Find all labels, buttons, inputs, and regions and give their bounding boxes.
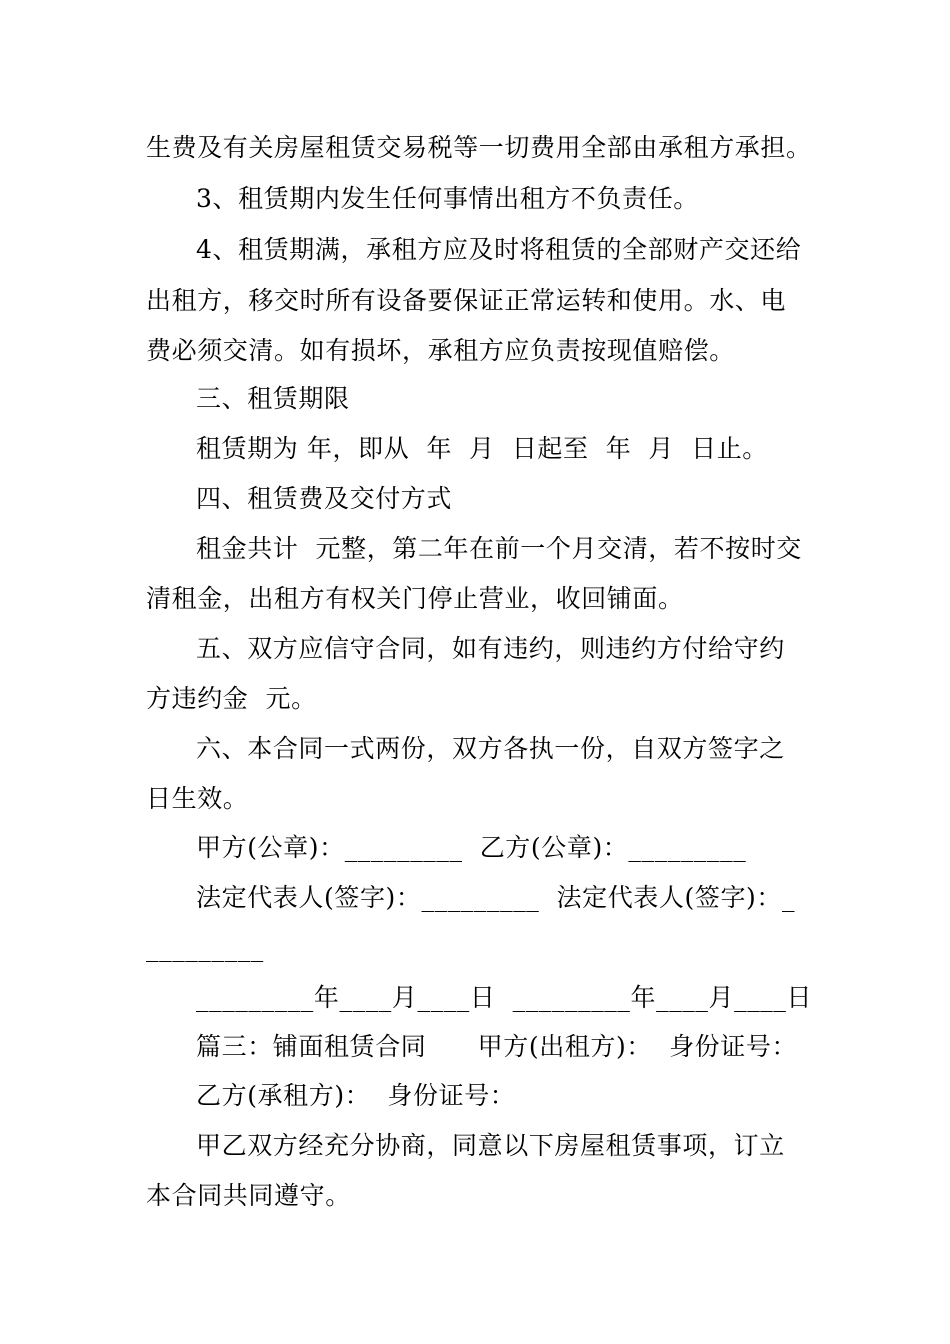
section-heading: 四、租赁费及交付方式: [196, 484, 453, 513]
paragraph-line: 出租方，移交时所有设备要保证正常运转和使用。水、电: [146, 286, 787, 315]
paragraph-line: 生费及有关房屋租赁交易税等一切费用全部由承租方承担。: [146, 133, 812, 162]
paragraph-line: 本合同共同遵守。: [146, 1181, 351, 1210]
paragraph-line: 3、租赁期内发生任何事情出租方不负责任。: [196, 184, 699, 213]
paragraph-line: 甲乙双方经充分协商，同意以下房屋租赁事项，订立: [196, 1131, 785, 1160]
paragraph-line: 五、双方应信守合同，如有违约，则违约方付给守约: [196, 634, 785, 663]
paragraph-line: 六、本合同一式两份，双方各执一份，自双方签字之: [196, 734, 785, 763]
paragraph-line: 费必须交清。如有损坏，承租方应负责按现值赔偿。: [146, 336, 735, 365]
signature-line-representative: 法定代表人(签字)：_________ 法定代表人(签字)：_: [196, 883, 796, 912]
paragraph-line: 日生效。: [146, 784, 249, 813]
party-b-line: 乙方(承租方)： 身份证号：: [196, 1081, 516, 1110]
date-line: _________年____月____日 _________年____月____日: [196, 983, 813, 1012]
paragraph-line: 清租金，出租方有权关门停止营业，收回铺面。: [146, 584, 684, 613]
signature-line-seal: 甲方(公章)：_________ 乙方(公章)：_________: [196, 833, 747, 862]
contract-heading: 篇三：铺面租赁合同 甲方(出租方)： 身份证号：: [196, 1032, 798, 1061]
paragraph-line: 方违约金 元。: [146, 684, 317, 713]
paragraph-line: 4、租赁期满，承租方应及时将租赁的全部财产交还给: [196, 235, 802, 264]
section-heading: 三、租赁期限: [196, 384, 350, 413]
paragraph-line: 租赁期为 年，即从 年 月 日起至 年 月 日止。: [196, 434, 768, 463]
paragraph-line: 租金共计 元整，第二年在前一个月交清，若不按时交: [196, 534, 802, 563]
signature-line-continuation: _________: [146, 933, 264, 962]
